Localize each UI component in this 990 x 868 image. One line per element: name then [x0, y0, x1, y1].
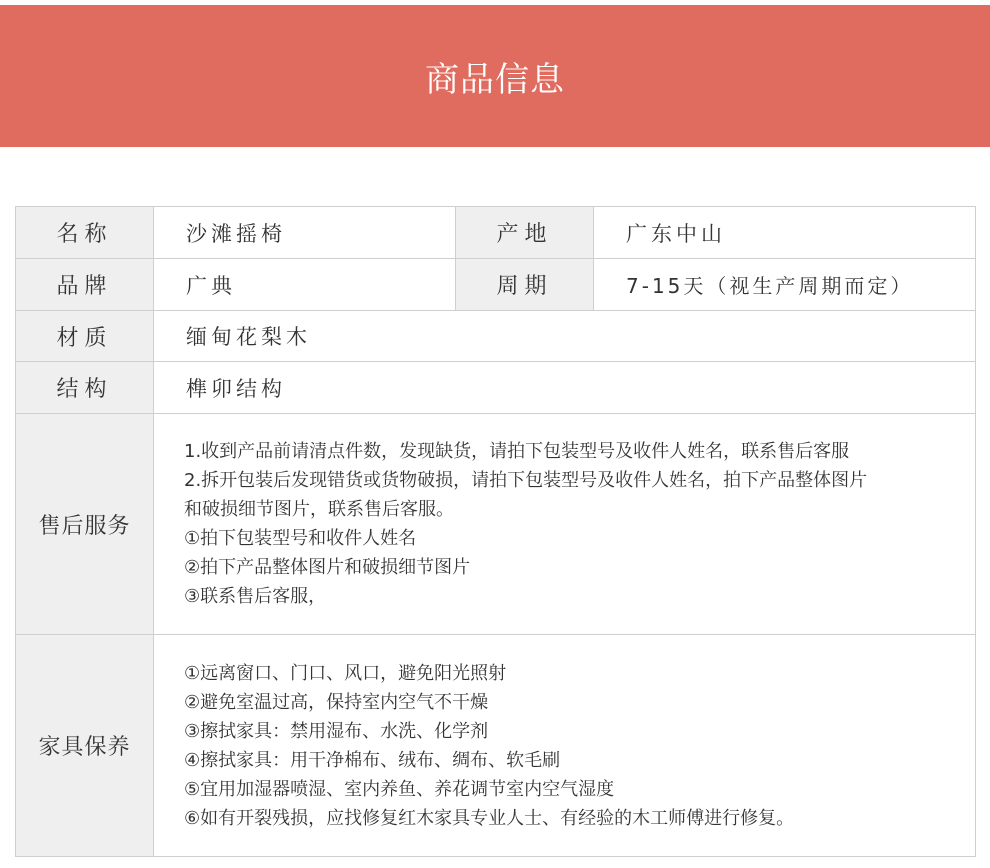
value-period: 7-15天（视生产周期而定） [594, 259, 976, 311]
label-name: 名称 [16, 207, 154, 259]
after-sales-line: ③联系售后客服， [184, 586, 327, 607]
after-sales-line: 和破损细节图片，联系售后客服。 [184, 499, 454, 520]
care-line: ④擦拭家具：用干净棉布、绒布、绸布、软毛刷 [184, 749, 561, 771]
after-sales-content [154, 414, 976, 635]
after-sales-line: ①拍下包装型号和收件人姓名 [184, 528, 417, 549]
value-name: 沙滩摇椅 [154, 207, 456, 259]
product-info-table [15, 206, 976, 857]
table-row [16, 414, 976, 635]
table-row [16, 362, 976, 414]
table-row [16, 207, 976, 259]
value-material: 缅甸花梨木 [154, 311, 976, 362]
label-brand: 品牌 [16, 259, 154, 311]
label-period: 周期 [456, 259, 594, 311]
label-material: 材质 [16, 311, 154, 362]
header-banner [0, 5, 990, 147]
label-origin: 产地 [456, 207, 594, 259]
label-structure: 结构 [16, 362, 154, 414]
after-sales-line: ②拍下产品整体图片和破损细节图片 [184, 557, 471, 578]
care-line: ③擦拭家具：禁用湿布、水洗、化学剂 [184, 720, 489, 742]
value-structure: 榫卯结构 [154, 362, 976, 414]
care-line: ⑥如有开裂残损，应找修复红木家具专业人士、有经验的木工师傅进行修复。 [184, 807, 795, 829]
label-after-sales: 售后服务 [16, 414, 154, 635]
page-title: 商品信息 [425, 59, 565, 100]
table-row [16, 635, 976, 857]
after-sales-line: 2.拆开包装后发现错货或货物破损，请拍下包装型号及收件人姓名，拍下产品整体图片 [184, 470, 868, 491]
care-line: ①远离窗口、门口、风口，避免阳光照射 [184, 662, 507, 684]
care-line: ⑤宜用加湿器喷湿、室内养鱼、养花调节室内空气湿度 [184, 778, 615, 800]
table-row [16, 311, 976, 362]
after-sales-line: 1.收到产品前请清点件数，发现缺货，请拍下包装型号及收件人姓名，联系售后客服 [184, 441, 850, 462]
table-row [16, 259, 976, 311]
value-origin: 广东中山 [594, 207, 976, 259]
value-brand: 广典 [154, 259, 456, 311]
label-care: 家具保养 [16, 635, 154, 857]
care-line: ②避免室温过高，保持室内空气不干燥 [184, 691, 489, 713]
care-content [154, 635, 976, 857]
